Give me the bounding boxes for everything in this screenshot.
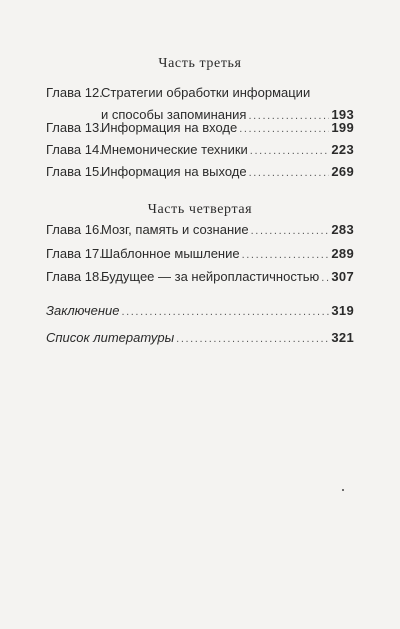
paper-speck <box>342 489 344 491</box>
chapter-title: Мнемонические техники <box>101 142 248 157</box>
toc-entry-ch15 <box>46 161 354 184</box>
chapter-title: Будущее — за нейропластичностью <box>101 269 320 284</box>
chapter-label: Глава 14. <box>46 142 103 157</box>
page-number: 321 <box>331 330 354 345</box>
dot-leader <box>239 118 329 140</box>
dot-leader <box>242 244 330 266</box>
page-number: 199 <box>331 120 354 135</box>
chapter-label: Глава 17. <box>46 246 103 261</box>
chapter-label: Глава 16. <box>46 222 103 237</box>
toc-entry-ch18 <box>46 266 354 289</box>
chapter-label: Глава 15. <box>46 164 103 179</box>
chapter-label: Глава 12. <box>46 85 103 100</box>
page-number: 269 <box>331 164 354 179</box>
toc-entry-ch14 <box>46 139 354 162</box>
chapter-label: Глава 13. <box>46 120 103 135</box>
dot-leader <box>176 328 329 350</box>
toc-entry-bibliography <box>46 327 354 350</box>
dot-leader <box>250 140 330 162</box>
page-number: 307 <box>331 269 354 284</box>
dot-leader <box>251 220 330 242</box>
chapter-title-line1: Стратегии обработки информации <box>101 85 311 100</box>
chapter-title: Информация на входе <box>101 120 238 135</box>
chapter-title: Мозг, память и сознание <box>101 222 249 237</box>
chapter-title: Информация на выходе <box>101 164 247 179</box>
page-number: 289 <box>331 246 354 261</box>
page-number: 193 <box>331 107 354 122</box>
dot-leader <box>321 267 329 289</box>
toc-entry-ch16 <box>46 219 354 242</box>
page-number: 319 <box>331 303 354 318</box>
chapter-title-line2: и способы запоминания <box>101 107 247 122</box>
page-number: 223 <box>331 142 354 157</box>
toc-entry-ch17 <box>46 243 354 266</box>
toc-entry-conclusion <box>46 300 354 323</box>
page-number: 283 <box>331 222 354 237</box>
part-four-heading: Часть четвертая <box>147 202 253 217</box>
dot-leader <box>121 301 329 323</box>
chapter-title: Шаблонное мышление <box>101 246 240 261</box>
dot-leader <box>249 162 330 184</box>
backmatter-title: Список литературы <box>46 330 175 345</box>
backmatter-title: Заключение <box>46 303 120 318</box>
toc-entry-ch13 <box>46 117 354 140</box>
chapter-label: Глава 18. <box>46 269 103 284</box>
part-three-heading: Часть третья <box>158 56 242 71</box>
